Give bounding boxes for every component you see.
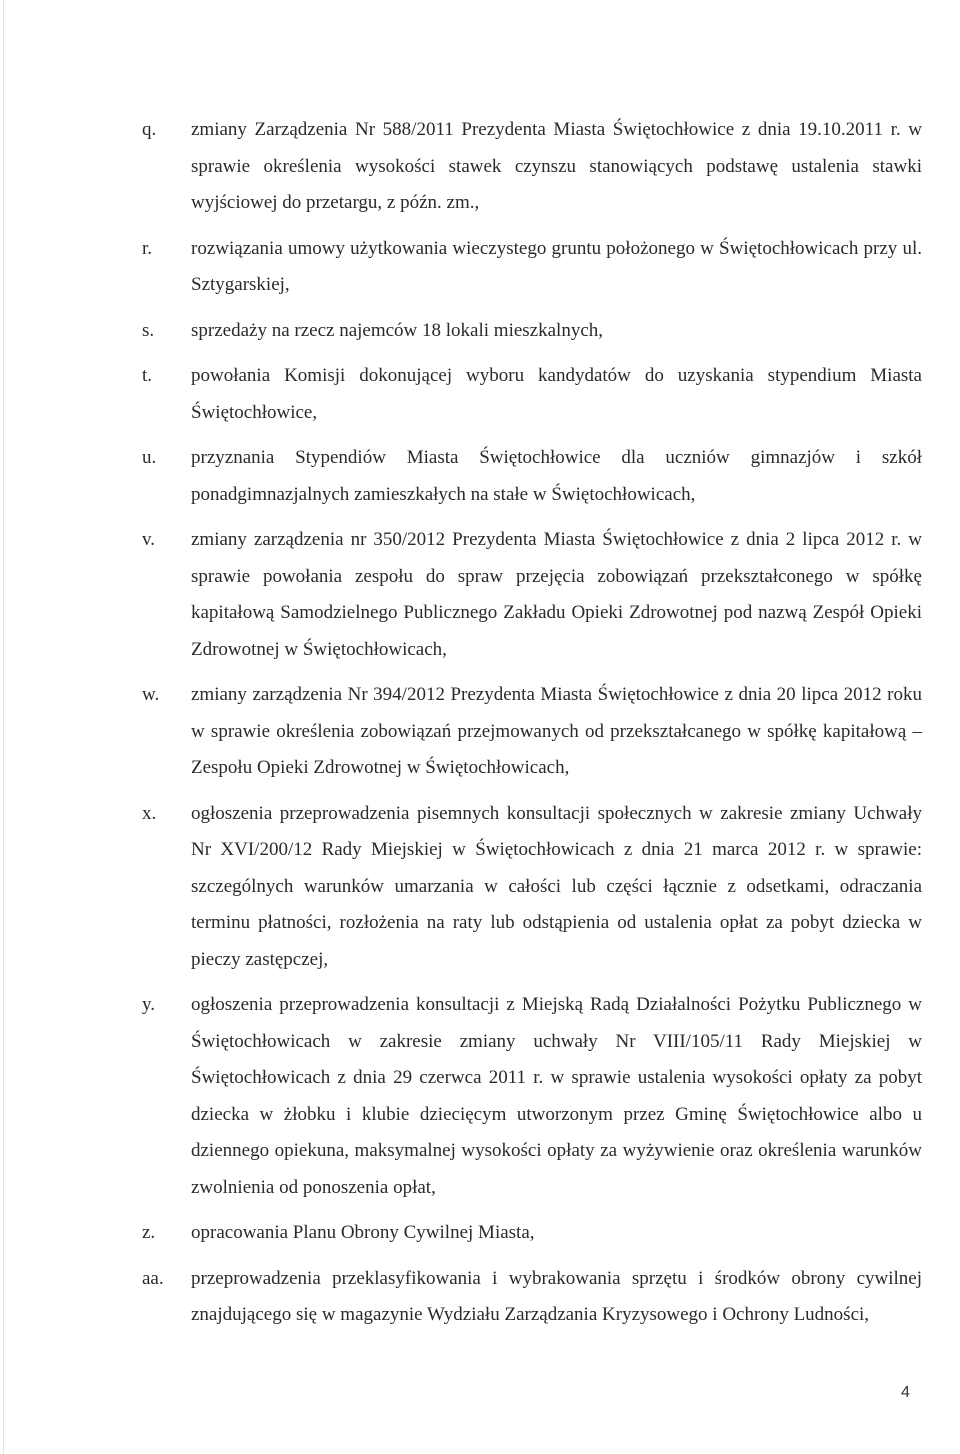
scan-edge-line <box>3 0 4 1454</box>
list-item-marker: y. <box>142 994 156 1015</box>
list-item-text: zmiany Zarządzenia Nr 588/2011 Prezydenta Miasta Świętochłowice z dnia 19.10.2011 r. w sprawie określenia wysokości stawek czynszu stanowiących podstawę ustalenia stawki wyjściowej do przetargu, z późn. zm., <box>191 119 922 213</box>
list-item-text: przyznania Stypendiów Miasta Świętochłowice dla uczniów gimnazjów i szkół ponadgimnazjalnych zamieszkałych na stałe w Świętochłowicach, <box>191 447 922 505</box>
list-item-text: sprzedaży na rzecz najemców 18 lokali mieszkalnych, <box>191 319 604 341</box>
list-item-text: zmiany zarządzenia Nr 394/2012 Prezydenta Miasta Świętochłowice z dnia 20 lipca 2012 roku w sprawie określenia zobowiązań przejmowanych od przekształcanego w spółkę kapitałową – Zespołu Opieki Zdrowotnej w Świętochłowicach, <box>191 684 922 778</box>
list-item <box>142 313 922 350</box>
lettered-list <box>142 112 922 1343</box>
list-item-marker: s. <box>142 319 155 341</box>
list-item-marker: u. <box>142 447 157 468</box>
list-item-text: zmiany zarządzenia nr 350/2012 Prezydenta Miasta Świętochłowice z dnia 2 lipca 2012 r. w sprawie powołania zespołu do spraw przejęcia zobowiązań przekształconego w spółkę kapitałową Samodzielnego Publicznego Zakładu Opieki Zdrowotnej pod nazwą Zespół Opieki Zdrowotnej w Świętochłowicach, <box>191 529 922 660</box>
list-item <box>142 358 922 431</box>
list-item-text: powołania Komisji dokonującej wyboru kandydatów do uzyskania stypendium Miasta Świętochłowice, <box>191 365 922 423</box>
list-item <box>142 796 922 979</box>
list-item-marker: aa. <box>142 1267 164 1289</box>
list-item-text: ogłoszenia przeprowadzenia konsultacji z Miejską Radą Działalności Pożytku Publicznego w Świętochłowicach w zakresie zmiany uchwały Nr VIII/105/11 Rady Miejskiej w Świętochłowicach z dnia 29 czerwca 2011 r. w sprawie ustalenia wysokości opłaty za pobyt dziecka w żłobku i klubie dziecięcym utworzonym przez Gminę Świętochłowice albo u dziennego opiekuna, maksymalnej wysokości opłaty za wyżywienie oraz określenia warunków zwolnienia od ponoszenia opłat, <box>191 994 922 1198</box>
list-item-marker: x. <box>142 802 157 824</box>
list-item-text: rozwiązania umowy użytkowania wieczystego gruntu położonego w Świętochłowicach przy ul. Sztygarskiej, <box>191 237 922 295</box>
list-item <box>142 987 922 1206</box>
list-item <box>142 677 922 787</box>
page-number: 4 <box>901 1384 910 1401</box>
list-item <box>142 522 922 668</box>
list-item <box>142 112 922 222</box>
list-item-marker: q. <box>142 119 157 140</box>
list-item <box>142 440 922 513</box>
list-item-text: opracowania Planu Obrony Cywilnej Miasta, <box>191 1222 535 1243</box>
list-item <box>142 231 922 304</box>
list-item-marker: v. <box>142 529 156 550</box>
list-item-marker: r. <box>142 237 153 259</box>
list-item <box>142 1215 922 1252</box>
list-item <box>142 1261 922 1334</box>
list-item-marker: t. <box>142 365 153 386</box>
list-item-marker: z. <box>142 1222 156 1243</box>
list-item-text: przeprowadzenia przeklasyfikowania i wybrakowania sprzętu i środków obrony cywilnej znajdującego się w magazynie Wydziału Zarządzania Kryzysowego i Ochrony Ludności, <box>191 1267 922 1325</box>
list-item-marker: w. <box>142 684 160 705</box>
list-item-text: ogłoszenia przeprowadzenia pisemnych konsultacji społecznych w zakresie zmiany Uchwały Nr XVI/200/12 Rady Miejskiej w Świętochłowicach z dnia 21 marca 2012 r. w sprawie: szczególnych warunków umarzania w całości lub części łącznie z odsetkami, odraczania terminu płatności, rozłożenia na raty lub odstąpienia od ustalenia opłat za pobyt dziecka w pieczy zastępczej, <box>191 802 922 970</box>
